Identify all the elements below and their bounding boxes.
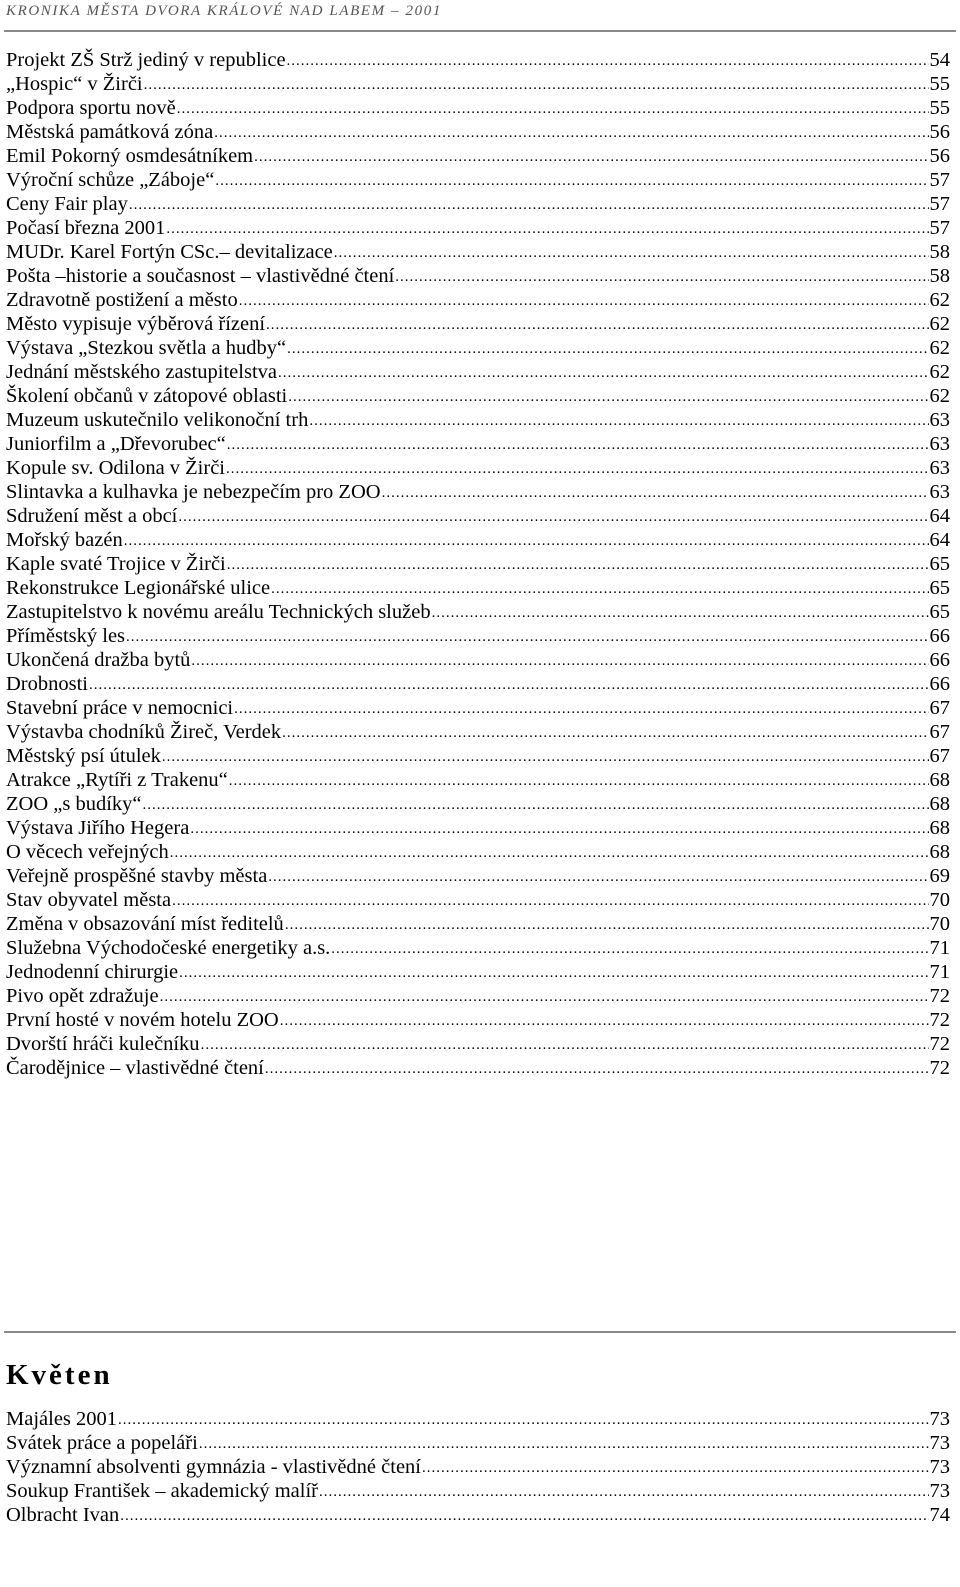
toc-entry-page-number: 74	[929, 1504, 950, 1526]
toc-entry-title: Rekonstrukce Legionářské ulice	[6, 577, 271, 599]
dot-leader	[287, 49, 929, 73]
toc-entry[interactable]	[6, 864, 950, 888]
toc-entry[interactable]	[6, 168, 950, 192]
dot-leader	[285, 913, 929, 937]
dot-leader	[214, 121, 928, 145]
toc-entry-page-number: 56	[929, 121, 950, 143]
toc-entry-title: Výstavba chodníků Žireč, Verdek	[6, 721, 282, 743]
toc-entry-page-number: 56	[929, 145, 950, 167]
toc-entry[interactable]	[6, 672, 950, 696]
toc-entry-page-number: 72	[929, 1057, 950, 1079]
toc-entry-title: Jednodenní chirurgie	[6, 961, 179, 983]
dot-leader	[201, 1033, 929, 1057]
toc-entry-page-number: 62	[929, 313, 950, 335]
toc-entry-page-number: 68	[929, 841, 950, 863]
toc-entry-title: Čarodějnice – vlastivědné čtení	[6, 1057, 264, 1079]
dot-leader	[227, 433, 929, 457]
toc-entry[interactable]	[6, 480, 950, 504]
dot-leader	[334, 241, 929, 265]
toc-entry-page-number: 65	[929, 577, 950, 599]
toc-entry-title: Výstava „Stezkou světla a hudby“	[6, 337, 287, 359]
toc-entry[interactable]	[6, 984, 950, 1008]
dot-leader	[177, 97, 929, 121]
toc-entry-title: Kopule sv. Odilona v Žirči	[6, 457, 226, 479]
toc-entry[interactable]	[6, 384, 950, 408]
toc-entry[interactable]	[6, 816, 950, 840]
toc-entry-title: Změna v obsazování míst ředitelů	[6, 913, 284, 935]
toc-entry-title: Soukup František – akademický malíř	[6, 1480, 318, 1502]
dot-leader	[234, 697, 928, 721]
dot-leader	[215, 169, 928, 193]
toc-entry-title: ZOO „s budíky“	[6, 793, 142, 815]
dot-leader	[143, 793, 929, 817]
dot-leader	[89, 673, 929, 697]
toc-entry[interactable]	[6, 600, 950, 624]
toc-entry-title: Zdravotně postižení a město	[6, 289, 238, 311]
dot-leader	[178, 505, 928, 529]
dot-leader	[190, 817, 928, 841]
toc-entry-title: Jednání městského zastupitelstva	[6, 361, 277, 383]
dot-leader	[191, 649, 928, 673]
toc-entry[interactable]	[6, 624, 950, 648]
toc-entry-title: Stav obyvatel města	[6, 889, 172, 911]
toc-entry-page-number: 67	[929, 697, 950, 719]
dot-leader	[331, 937, 928, 961]
toc-entry-title: Sdružení měst a obcí	[6, 505, 178, 527]
dot-leader	[172, 889, 928, 913]
toc-entry[interactable]	[6, 552, 950, 576]
running-header: KRONIKA MĚSTA DVORA KRÁLOVÉ NAD LABEM – 2001	[6, 3, 442, 19]
toc-entry-title: Město vypisuje výběrová řízení	[6, 313, 266, 335]
toc-entry-page-number: 62	[929, 385, 950, 407]
toc-entry[interactable]	[6, 744, 950, 768]
toc-entry[interactable]	[6, 840, 950, 864]
dot-leader	[124, 529, 929, 553]
toc-entry[interactable]	[6, 912, 950, 936]
toc-entry-page-number: 65	[929, 553, 950, 575]
toc-entry-page-number: 68	[929, 793, 950, 815]
toc-entry-page-number: 62	[929, 337, 950, 359]
toc-entry-page-number: 65	[929, 601, 950, 623]
dot-leader	[170, 841, 929, 865]
toc-entry-page-number: 70	[929, 889, 950, 911]
toc-entry-title: „Hospic“ v Žirči	[6, 73, 143, 95]
section-divider	[4, 1331, 956, 1333]
toc-entry-title: Mořský bazén	[6, 529, 123, 551]
dot-leader	[382, 481, 929, 505]
toc-entry-page-number: 62	[929, 289, 950, 311]
toc-entry[interactable]	[6, 720, 950, 744]
toc-entry-page-number: 68	[929, 769, 950, 791]
dot-leader	[120, 1504, 928, 1528]
toc-entry[interactable]	[6, 696, 950, 720]
toc-entry[interactable]	[6, 648, 950, 672]
dot-leader	[118, 1408, 928, 1432]
toc-entry-page-number: 68	[929, 817, 950, 839]
toc-entry-title: Ceny Fair play	[6, 193, 128, 215]
toc-entry[interactable]	[6, 960, 950, 984]
dot-leader	[278, 361, 929, 385]
dot-leader	[254, 145, 928, 169]
dot-leader	[288, 385, 928, 409]
toc-entry[interactable]	[6, 96, 950, 120]
toc-entry-page-number: 67	[929, 745, 950, 767]
toc-entry-title: Počasí března 2001	[6, 217, 166, 239]
toc-entry[interactable]	[6, 1455, 950, 1479]
toc-entry[interactable]	[6, 120, 950, 144]
toc-entry[interactable]	[6, 48, 950, 72]
toc-entry[interactable]	[6, 192, 950, 216]
toc-entry[interactable]	[6, 432, 950, 456]
toc-entry[interactable]	[6, 408, 950, 432]
toc-entry-title: Městský psí útulek	[6, 745, 161, 767]
toc-entry[interactable]	[6, 936, 950, 960]
toc-entry-title: Výroční schůze „Záboje“	[6, 169, 215, 191]
toc-entry-title: Zastupitelstvo k novému areálu Technických služeb	[6, 601, 431, 623]
toc-entry-page-number: 63	[929, 409, 950, 431]
dot-leader	[126, 625, 928, 649]
toc-entry-title: Olbracht Ivan	[6, 1504, 120, 1526]
toc-entry-page-number: 73	[929, 1456, 950, 1478]
toc-entry-page-number: 63	[929, 433, 950, 455]
toc-entry-page-number: 57	[929, 193, 950, 215]
toc-entry-title: Kaple svaté Trojice v Žirči	[6, 553, 226, 575]
table-of-contents-may	[6, 1407, 950, 1527]
toc-entry-page-number: 58	[929, 241, 950, 263]
dot-leader	[162, 745, 929, 769]
toc-entry-title: Pivo opět zdražuje	[6, 985, 159, 1007]
toc-entry-title: Služebna Východočeské energetiky a.s.	[6, 937, 331, 959]
toc-entry-title: Podpora sportu nově	[6, 97, 176, 119]
dot-leader	[395, 265, 928, 289]
toc-entry-title: Významní absolventi gymnázia - vlastivědné čtení	[6, 1456, 421, 1478]
toc-entry-title: Projekt ZŠ Strž jediný v republice	[6, 49, 286, 71]
dot-leader	[319, 1480, 929, 1504]
toc-entry-page-number: 57	[929, 169, 950, 191]
toc-entry-title: Drobnosti	[6, 673, 88, 695]
toc-entry[interactable]	[6, 1431, 950, 1455]
toc-entry-page-number: 72	[929, 985, 950, 1007]
toc-entry-page-number: 66	[929, 649, 950, 671]
dot-leader	[227, 553, 929, 577]
dot-leader	[199, 1432, 929, 1456]
dot-leader	[239, 289, 929, 313]
dot-leader	[280, 1009, 929, 1033]
toc-entry-title: Příměstský les	[6, 625, 126, 647]
table-of-contents-march	[6, 48, 950, 1080]
toc-entry-page-number: 58	[929, 265, 950, 287]
dot-leader	[266, 313, 928, 337]
dot-leader	[166, 217, 928, 241]
toc-entry[interactable]	[6, 504, 950, 528]
toc-entry-page-number: 72	[929, 1009, 950, 1031]
toc-entry-title: Majáles 2001	[6, 1408, 118, 1430]
toc-entry-title: Emil Pokorný osmdesátníkem	[6, 145, 254, 167]
toc-entry[interactable]	[6, 360, 950, 384]
toc-entry[interactable]	[6, 792, 950, 816]
toc-entry[interactable]	[6, 264, 950, 288]
toc-entry-page-number: 67	[929, 721, 950, 743]
toc-entry-page-number: 62	[929, 361, 950, 383]
toc-entry-page-number: 57	[929, 217, 950, 239]
dot-leader	[226, 457, 928, 481]
toc-entry[interactable]	[6, 312, 950, 336]
toc-entry[interactable]	[6, 336, 950, 360]
toc-entry-title: Pošta –historie a současnost – vlastivědné čtení	[6, 265, 395, 287]
header-divider	[4, 30, 956, 32]
toc-entry-page-number: 73	[929, 1480, 950, 1502]
toc-entry-page-number: 70	[929, 913, 950, 935]
section-heading-may: Květen	[6, 1359, 113, 1391]
dot-leader	[282, 721, 928, 745]
toc-entry[interactable]	[6, 1032, 950, 1056]
dot-leader	[160, 985, 929, 1009]
toc-entry[interactable]	[6, 888, 950, 912]
toc-entry-title: Městská památková zóna	[6, 121, 214, 143]
toc-entry-page-number: 66	[929, 625, 950, 647]
dot-leader	[271, 577, 928, 601]
toc-entry-title: Dvorští hráči kulečníku	[6, 1033, 200, 1055]
toc-entry-page-number: 66	[929, 673, 950, 695]
toc-entry-page-number: 55	[929, 73, 950, 95]
toc-entry[interactable]	[6, 1407, 950, 1431]
toc-entry-title: První hosté v novém hotelu ZOO	[6, 1009, 279, 1031]
toc-entry-page-number: 64	[929, 529, 950, 551]
toc-entry-title: Juniorfilm a „Dřevorubec“	[6, 433, 226, 455]
toc-entry[interactable]	[6, 1503, 950, 1527]
toc-entry-page-number: 69	[929, 865, 950, 887]
toc-entry-title: MUDr. Karel Fortýn CSc.– devitalizace	[6, 241, 333, 263]
dot-leader	[268, 865, 928, 889]
toc-entry[interactable]	[6, 1008, 950, 1032]
toc-entry[interactable]	[6, 768, 950, 792]
toc-entry-page-number: 64	[929, 505, 950, 527]
dot-leader	[287, 337, 928, 361]
dot-leader	[179, 961, 928, 985]
toc-entry[interactable]	[6, 72, 950, 96]
dot-leader	[144, 73, 929, 97]
toc-entry-title: Stavební práce v nemocnici	[6, 697, 234, 719]
toc-entry-page-number: 71	[929, 961, 950, 983]
toc-entry-page-number: 63	[929, 481, 950, 503]
toc-entry-page-number: 55	[929, 97, 950, 119]
toc-entry-page-number: 71	[929, 937, 950, 959]
dot-leader	[265, 1057, 929, 1081]
toc-entry[interactable]	[6, 576, 950, 600]
toc-entry[interactable]	[6, 1056, 950, 1080]
toc-entry[interactable]	[6, 1479, 950, 1503]
toc-entry-page-number: 73	[929, 1432, 950, 1454]
toc-entry[interactable]	[6, 216, 950, 240]
toc-entry-page-number: 63	[929, 457, 950, 479]
toc-entry-page-number: 54	[929, 49, 950, 71]
dot-leader	[229, 769, 929, 793]
toc-entry-title: O věcech veřejných	[6, 841, 169, 863]
dot-leader	[432, 601, 929, 625]
toc-entry[interactable]	[6, 288, 950, 312]
toc-entry[interactable]	[6, 144, 950, 168]
toc-entry[interactable]	[6, 528, 950, 552]
dot-leader	[422, 1456, 929, 1480]
toc-entry[interactable]	[6, 240, 950, 264]
toc-entry-title: Svátek práce a popeláři	[6, 1432, 198, 1454]
toc-entry-title: Ukončená dražba bytů	[6, 649, 191, 671]
toc-entry-title: Výstava Jiřího Hegera	[6, 817, 190, 839]
dot-leader	[129, 193, 929, 217]
dot-leader	[309, 409, 928, 433]
toc-entry[interactable]	[6, 456, 950, 480]
toc-entry-title: Muzeum uskutečnilo velikonoční trh	[6, 409, 309, 431]
toc-entry-title: Školení občanů v zátopové oblasti	[6, 385, 288, 407]
toc-entry-title: Veřejně prospěšné stavby města	[6, 865, 268, 887]
toc-entry-page-number: 73	[929, 1408, 950, 1430]
toc-entry-title: Atrakce „Rytíři z Trakenu“	[6, 769, 228, 791]
toc-entry-title: Slintavka a kulhavka je nebezpečím pro ZOO	[6, 481, 381, 503]
toc-entry-page-number: 72	[929, 1033, 950, 1055]
